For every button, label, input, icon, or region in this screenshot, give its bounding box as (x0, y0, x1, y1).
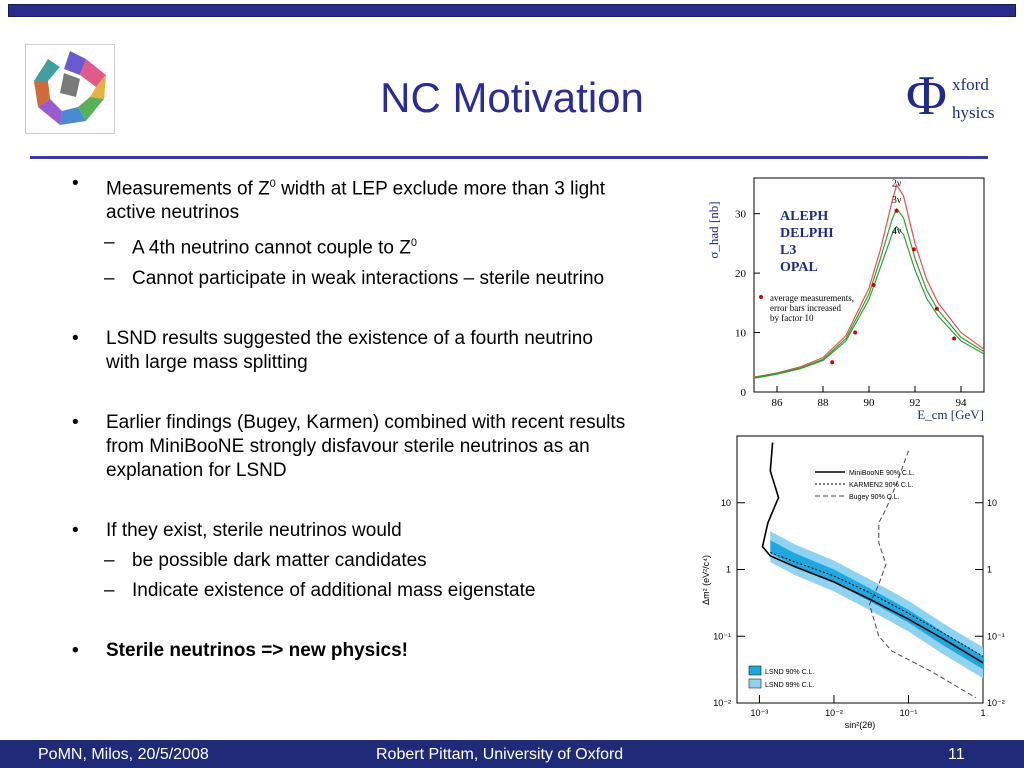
y-tick-label: 0 (740, 387, 746, 399)
x-axis-label: E_cm [GeV] (917, 407, 984, 422)
x-axis-label: sin²(2θ) (844, 720, 876, 730)
bullet-item: • Measurements of $Z^0$ width at LEP exclude more than 3 light active neutrinos – A 4th neutrino cannot couple to $Z^0$ – Cannot participate in weak interactions – sterile neutrino (70, 172, 630, 291)
page-title: NC Motivation (380, 74, 644, 121)
x-tick-label: 92 (909, 397, 921, 409)
svg-text:Φ: Φ (906, 65, 947, 127)
x-tick-label: 10⁻³ (750, 708, 769, 718)
legend-entry: KARMEN2 90% C.L. (849, 482, 914, 489)
sub-bullet-item: – Cannot participate in weak interactions – sterile neutrino (104, 267, 605, 289)
curve-label: 3ν (891, 194, 902, 206)
x-tick-label: 10⁻² (825, 708, 843, 718)
y-tick-label: 10⁻² (713, 698, 731, 708)
legend-entry: DELPHI (780, 226, 834, 241)
legend-entry: OPAL (780, 260, 818, 275)
footer-event: PoMN, Milos, 20/5/2008 (38, 746, 209, 763)
x-tick-label: 86 (771, 397, 783, 409)
sub-bullet-item: – Indicate existence of additional mass eigenstate (104, 579, 536, 601)
bullet-item: • LSND results suggested the existence of a fourth neutrino with large mass splitting (72, 327, 593, 373)
miniboone-exclusion-chart (695, 430, 1020, 740)
annotation-marker (759, 295, 763, 299)
title-divider (30, 156, 988, 159)
y-tick-label-right: 10⁻² (987, 698, 1005, 708)
logo-xford: xford (952, 75, 989, 94)
footer-author: Robert Pittam, University of Oxford (376, 746, 624, 763)
y-tick-label-right: 10 (987, 497, 998, 508)
x-tick-label: 90 (863, 397, 875, 409)
annotation-text: average measurements, (770, 293, 854, 303)
y-tick-label: 1 (725, 564, 731, 575)
annotation-text: error bars increased (770, 303, 841, 313)
legend-swatch (749, 679, 761, 688)
top-bar-stripe (8, 4, 1016, 17)
data-point (830, 360, 834, 364)
legend-entry: ALEPH (780, 209, 829, 224)
sub-bullet-item: – be possible dark matter candidates (104, 549, 427, 571)
legend-entry: LSND 99% C.L. (765, 682, 815, 689)
lep-z-lineshape-chart (702, 170, 987, 426)
data-point (935, 307, 939, 311)
legend-entry: Bugey 90% C.L. (849, 494, 900, 501)
x-tick-label: 88 (817, 397, 829, 409)
x-tick-label: 10⁻¹ (899, 708, 918, 718)
bullet-item: • Sterile neutrinos => new physics! (72, 639, 408, 661)
curve-label: 2ν (891, 178, 902, 190)
data-point (952, 337, 956, 341)
page-number: 11 (948, 746, 965, 763)
x-tick-label: 94 (955, 397, 967, 409)
y-tick-label: 20 (735, 268, 746, 281)
bullet-list (70, 172, 630, 699)
legend-swatch (749, 666, 761, 675)
footer-bar (0, 740, 1024, 768)
legend-entry: MiniBooNE 90% C.L. (849, 470, 915, 477)
legend-entry: LSND 90% C.L. (765, 669, 815, 676)
curve-label: 4ν (891, 225, 902, 237)
top-bar (0, 0, 1024, 22)
bullet-item: • If they exist, sterile neutrinos would – be possible dark matter candidates – Indicate existence of additional mass eigenstate (70, 519, 630, 603)
sub-bullet-item: – A 4th neutrino cannot couple to $Z^0$ (104, 232, 417, 259)
data-point (895, 209, 899, 213)
lsnd-90-band (770, 540, 983, 669)
logo-hysics: hysics (952, 103, 995, 122)
legend-entry: L3 (780, 243, 797, 258)
y-axis-label: σ_had [nb] (706, 201, 721, 259)
y-tick-label: 10 (720, 497, 731, 508)
data-point (912, 247, 916, 251)
y-tick-label: 30 (735, 208, 746, 221)
bullet-item: • Earlier findings (Bugey, Karmen) combined with recent results from MiniBooNE strongly disfavour sterile neutrinos as an explanation for LSND (72, 411, 626, 481)
data-point (872, 283, 876, 287)
y-tick-label-right: 10⁻¹ (987, 631, 1005, 642)
annotation-text: by factor 10 (770, 313, 814, 323)
y-tick-label-right: 1 (987, 564, 993, 575)
y-tick-label: 10⁻¹ (713, 631, 731, 642)
x-tick-label: 1 (980, 708, 986, 718)
y-tick-label: 10 (735, 327, 746, 340)
y-axis-label: Δm² (eV²/c⁴) (701, 555, 711, 605)
oxford-physics-logo (906, 62, 1006, 132)
data-point (853, 331, 857, 335)
